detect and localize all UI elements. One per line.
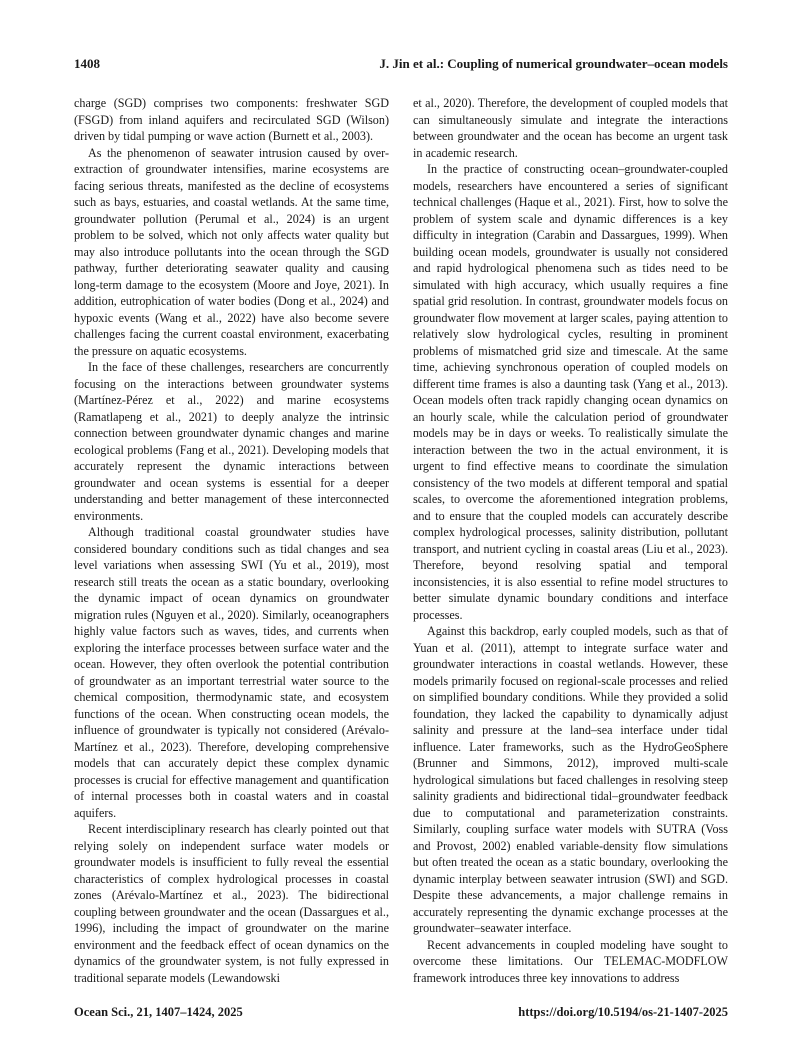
doi-link[interactable]: https://doi.org/10.5194/os-21-1407-2025 (518, 1005, 728, 1019)
paragraph: As the phenomenon of seawater intrusion caused by over-extraction of groundwater intensifies, marine ecosystems are facing serious threats, manifested as the decline of ecosystems such as bays, estuaries, and coastal wetlands. At the same time, groundwater pollution (Perumal et al., 2024) is an urgent problem to be solved, which not only affects water quality but may also introduce pollutants into the ocean through the SGD pathway, further deteriorating seawater quality and causing long-term damage to the ecosystem (Moore and Joye, 2021). In addition, eutrophication of water bodies (Dong et al., 2024) and hypoxic events (Wang et al., 2022) have also become severe challenges facing the current coastal environment, exacerbating the pressure on aquatic ecosystems. (74, 145, 389, 358)
running-title: J. Jin et al.: Coupling of numerical groundwater–ocean models (379, 56, 728, 71)
left-column (74, 95, 389, 986)
paragraph-continued: charge (SGD) comprises two components: freshwater SGD (FSGD) from inland aquifers and recirculated SGD (Wilson) driven by tidal pumping or wave action (Burnett et al., 2003). (74, 96, 389, 143)
paragraph: In the practice of constructing ocean–groundwater-coupled models, researchers have encountered a series of significant technical challenges (Haque et al., 2021). First, how to solve the problem of system scale and dynamic differences is a key difficulty in integration (Carabin and Dassargues, 1999). When building ocean models, groundwater is usually not considered and rapid hydrological phenomena such as tides need to be simulated with high accuracy, which usually requires a fine spatial grid resolution. In contrast, groundwater models focus on groundwater flow movement at larger scales, paying attention to relatively slow hydrological cycles, resulting in prominent problems of mismatched grid size and timescale. At the same time, achieving synchronous operation of coupled models on different time frames is also a daunting task (Yang et al., 2013). Ocean models often track rapidly changing ocean dynamics on an hourly scale, while the calculation period of groundwater models may be in days or weeks. To realistically simulate the interaction between the two in the actual environment, it is urgent to find effective means to coordinate the simulation consistency of the two models at different temporal and spatial scales, to overcome the aforementioned integration problems, and to ensure that the coupled models can accurately describe complex hydrological processes, salinity distribution, pollutant transport, and nutrient cycling in coastal areas (Liu et al., 2023). Therefore, beyond resolving spatial and temporal inconsistencies, it is also essential to refine model structures to better simulate dynamic boundary conditions and interface processes. (413, 162, 728, 622)
journal-citation: Ocean Sci., 21, 1407–1424, 2025 (74, 1005, 243, 1019)
page-footer (74, 1005, 728, 1025)
right-column (413, 95, 728, 986)
paragraph: Recent advancements in coupled modeling have sought to overcome these limitations. Our TELEMAC-MODFLOW framework introduces three key innovations to address (413, 937, 728, 985)
paragraph-continued: et al., 2020). Therefore, the development of coupled models that can simultaneously simulate and integrate the interactions between groundwater and the ocean has become an urgent task in academic research. (413, 96, 728, 160)
page-header (74, 56, 728, 76)
page-number: 1408 (74, 56, 100, 71)
paragraph: Recent interdisciplinary research has clearly pointed out that relying solely on independent surface water models or groundwater models is insufficient to fully reveal the essential characteristics of complex hydrological processes in coastal zones (Arévalo-Martínez et al., 2023). The bidirectional coupling between groundwater and the ocean (Dassargues et al., 1996), including the impact of groundwater on the marine environment and the feedback effect of ocean dynamics on the dynamics of the groundwater system, is not fully expressed in traditional separate models (Lewandowski (74, 822, 389, 985)
paragraph: In the face of these challenges, researchers are concurrently focusing on the interactions between groundwater systems (Martínez-Pérez et al., 2022) and marine ecosystems (Ramatlapeng et al., 2021) to deeply analyze the intrinsic connection between groundwater dynamic changes and marine ecological problems (Fang et al., 2021). Developing models that accurately represent the dynamic interactions between groundwater and ocean systems is essential for a deeper understanding and better management of these interconnected environments. (74, 360, 389, 523)
paragraph: Although traditional coastal groundwater studies have considered boundary conditions such as tidal changes and sea level variations when assessing SWI (Yu et al., 2019), most research still treats the ocean as a static boundary, overlooking the dynamic impact of ocean dynamics on groundwater migration rules (Nguyen et al., 2020). Similarly, oceanographers highly value factors such as waves, tides, and currents when exploring the interface processes between surface water and the ocean. However, they often overlook the potential contribution of groundwater as an important terrestrial water source to the chemical composition, thermodynamic state, and ecosystem functions of the ocean. When constructing ocean models, the influence of groundwater is typically not considered (Arévalo-Martínez et al., 2023). Therefore, developing comprehensive models that can accurately depict these complex dynamic processes is crucial for effective management and quantification of internal processes both in coastal waters and in coastal aquifers. (74, 525, 389, 820)
paragraph: Against this backdrop, early coupled models, such as that of Yuan et al. (2011), attempt to integrate surface water and groundwater interactions in coastal wetlands. However, these models primarily focused on regional-scale processes and relied on simplified boundary conditions. While they provided a solid foundation, they lacked the capability to dynamically adjust salinity and pressure at the land–sea interface under tidal influence. Later frameworks, such as the HydroGeoSphere (Brunner and Simmons, 2012), improved multi-scale hydrological simulations but faced challenges in resolving steep salinity gradients and bidirectional tidal–groundwater feedback due to computational and parameterization constraints. Similarly, coupling surface water models with SUTRA (Voss and Provost, 2002) enabled variable-density flow simulations but often treated the ocean as a static boundary, overlooking the dynamic interplay between seawater intrusion (SWI) and SGD. Despite these advancements, a major challenge remains in accurately representing the dynamic exchange processes at the groundwater–seawater interface. (413, 624, 728, 935)
